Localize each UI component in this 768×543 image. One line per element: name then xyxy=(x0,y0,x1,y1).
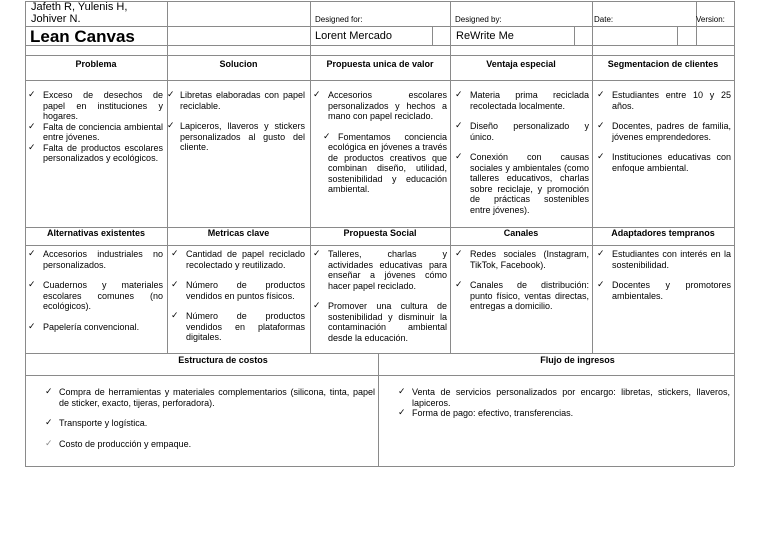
list-item: ✓ Venta de servicios personalizados por encargo: libretas, stickers, llaveros, lapiceros. xyxy=(392,387,730,408)
canvas-title: Lean Canvas xyxy=(30,27,135,46)
list-item: ✓ Papelería convencional. xyxy=(26,322,163,333)
alternativas-list xyxy=(26,249,163,332)
solucion-header: Solucion xyxy=(219,59,258,69)
list-item: ✓ Cantidad de papel reciclado recolectado y reutilizado. xyxy=(169,249,305,270)
list-item: ✓ Estudiantes con interés en la sostenibilidad. xyxy=(595,249,731,270)
canales-list xyxy=(453,249,589,312)
costos-list xyxy=(39,387,375,449)
list-item: ✓ Estudiantes entre 10 y 25 años. xyxy=(595,90,731,111)
problema-list xyxy=(26,90,163,164)
propuesta-valor-list xyxy=(311,90,447,195)
propuesta-social-header: Propuesta Social xyxy=(343,228,417,238)
list-item: ✓ Libretas elaboradas con papel reciclable. xyxy=(165,90,305,111)
problema-header: Problema xyxy=(75,59,117,69)
designed-by-value[interactable]: ReWrite Me xyxy=(456,30,514,42)
alternativas-header: Alternativas existentes xyxy=(46,228,146,238)
adaptadores-header: Adaptadores tempranos xyxy=(611,228,715,238)
list-item: ✓ Número de productos vendidos en puntos físicos. xyxy=(169,280,305,301)
list-item: ✓ Compra de herramientas y materiales complementarios (silicona, tinta, papel de sticker, exacto, tijeras, perforadora). xyxy=(39,387,375,408)
segmentacion-header: Segmentacion de clientes xyxy=(607,59,719,69)
version-label: Version: xyxy=(696,15,725,24)
propuesta-valor-header: Propuesta unica de valor xyxy=(326,59,434,69)
ingresos-header: Flujo de ingresos xyxy=(540,355,615,365)
list-item: ✓ Talleres, charlas y actividades educativas para enseñar a jóvenes cómo hacer papel reciclado. xyxy=(311,249,447,291)
list-item: ✓ Canales de distribución: punto físico, ventas directas, entregas a domicilio. xyxy=(453,280,589,312)
solucion-list xyxy=(165,90,305,153)
canales-header: Canales xyxy=(503,228,539,238)
list-item: ✓ Falta de conciencia ambiental entre jóvenes. xyxy=(26,122,163,143)
designed-by-label: Designed by: xyxy=(455,15,502,24)
designed-for-label: Designed for: xyxy=(315,15,363,24)
list-item: ✓ Lapiceros, llaveros y stickers personalizados al gusto del cliente. xyxy=(165,121,305,153)
list-item: ✓ Transporte y logística. xyxy=(39,418,375,429)
designed-for-value[interactable]: Lorent Mercado xyxy=(315,30,393,42)
metricas-list xyxy=(169,249,305,343)
ventaja-list xyxy=(453,90,589,215)
list-item: ✓ Promover una cultura de sostenibilidad y disminuir la contaminación ambiental desde la educación. xyxy=(311,301,447,343)
list-item: ✓ Forma de pago: efectivo, transferencias. xyxy=(392,408,730,419)
list-item: ✓ Diseño personalizado y único. xyxy=(453,121,589,142)
date-label: Date: xyxy=(594,15,614,24)
propuesta-social-list xyxy=(311,249,447,343)
list-item: ✓ Accesorios escolares personalizados y hechos a mano con papel reciclado. xyxy=(311,90,447,122)
list-item: ✓ Instituciones educativas con enfoque ambiental. xyxy=(595,152,731,173)
costos-header: Estructura de costos xyxy=(178,355,268,365)
authors: Jafeth R, Yulenis H, Johiver N. xyxy=(31,1,128,25)
list-item: ✓ Accesorios industriales no personalizados. xyxy=(26,249,163,270)
list-item: ✓ Número de productos vendidos en plataformas digitales. xyxy=(169,311,305,343)
list-item: ✓ Redes sociales (Instagram, TikTok, Facebook). xyxy=(453,249,589,270)
list-item: ✓ Exceso de desechos de papel en instituciones y hogares. xyxy=(26,90,163,122)
metricas-header: Metricas clave xyxy=(207,228,270,238)
list-item: ✓ Falta de productos escolares personalizados y ecológicos. xyxy=(26,143,163,164)
list-item: ✓ Cuadernos y materiales escolares comunes (no ecológicos). xyxy=(26,280,163,312)
list-item: ✓ Docentes, padres de familia, jóvenes emprendedores. xyxy=(595,121,731,142)
segmentacion-list xyxy=(595,90,731,173)
adaptadores-list xyxy=(595,249,731,301)
list-item: ✓ Docentes y promotores ambientales. xyxy=(595,280,731,301)
list-item: ✓ Costo de producción y empaque. xyxy=(39,439,375,450)
list-item: ✓ Conexión con causas sociales y ambientales (como talleres educativos, charlas sobre reciclaje, y promoción de prácticas sostenibles entre jóvenes). xyxy=(453,152,589,215)
ventaja-header: Ventaja especial xyxy=(486,59,556,69)
list-item: ✓ Fomentamos conciencia ecológica en jóvenes a través de productos creativos que combinan diseño, utilidad, sostenibilidad y educación ambiental. xyxy=(311,132,447,195)
ingresos-list xyxy=(392,387,730,419)
list-item: ✓ Materia prima reciclada recolectada localmente. xyxy=(453,90,589,111)
